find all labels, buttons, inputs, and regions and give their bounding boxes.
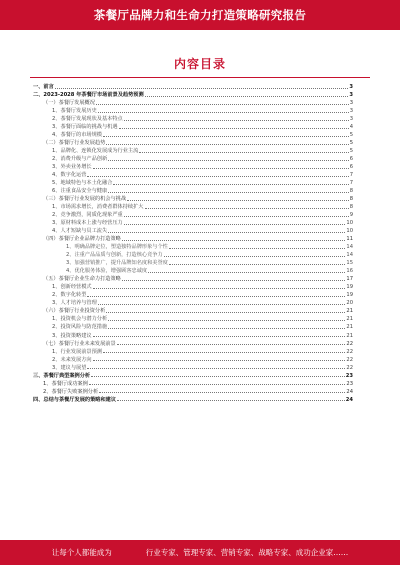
- toc-leader-dots: [139, 152, 348, 153]
- toc-entry-page: 5: [349, 132, 353, 139]
- toc-entry-page: 5: [349, 140, 353, 147]
- toc-entry[interactable]: [33, 282, 353, 290]
- toc-entry[interactable]: [33, 146, 353, 154]
- toc-entry-page: 9: [349, 212, 353, 219]
- toc-leader-dots: [93, 360, 346, 361]
- toc-entry[interactable]: [33, 138, 353, 146]
- toc-leader-dots: [148, 272, 345, 273]
- toc-entry-title: 1、投资机会与潜力分析: [52, 316, 108, 323]
- toc-entry-title: （三）茶餐厅行业发展的机会与挑战: [43, 196, 127, 203]
- toc-entry-page: 21: [346, 324, 353, 331]
- toc-entry-page: 3: [349, 116, 353, 123]
- toc-entry-page: 3: [349, 100, 353, 107]
- toc-entry-title: （六）茶餐厅行业投资分析: [43, 308, 106, 315]
- toc-entry-title: 3、外卖业务增长: [52, 164, 92, 171]
- toc-entry-title: 3、投资策略建议: [52, 332, 92, 339]
- toc-leader-dots: [119, 128, 349, 129]
- toc-entry-page: 21: [346, 316, 353, 323]
- toc-leader-dots: [169, 264, 346, 265]
- toc-leader-dots: [98, 304, 346, 305]
- toc-leader-dots: [106, 144, 348, 145]
- toc-entry-page: 15: [346, 260, 353, 267]
- toc-entry[interactable]: [33, 122, 353, 130]
- toc-entry-title: 1、茶餐厅成功案例: [43, 380, 88, 387]
- toc-entry-page: 11: [346, 236, 353, 243]
- toc-entry[interactable]: [33, 274, 353, 282]
- report-title: 茶餐厅品牌力和生命力打造策略研究报告: [93, 8, 307, 22]
- footer-slogan-left: 让每个人都能成为: [51, 548, 112, 557]
- toc-entry-title: 三、茶餐厅典型案例分析: [33, 372, 91, 379]
- toc-entry-title: 2、数字化转型: [52, 292, 87, 299]
- toc-entry-title: 4、数字化运营: [52, 172, 87, 179]
- toc-entry-title: 2、注重产品品质与创新，打造核心竞争力: [66, 252, 163, 259]
- toc-leader-dots: [93, 168, 349, 169]
- toc-entry[interactable]: [33, 250, 353, 258]
- toc-leader-dots: [122, 280, 346, 281]
- toc-entry[interactable]: [33, 210, 353, 218]
- toc-entry-title: 3、原材料成本上涨与经营压力: [52, 220, 123, 227]
- toc-leader-dots: [117, 344, 346, 345]
- toc-leader-dots: [106, 312, 345, 313]
- toc-entry-title: 1、品牌化、连锁化发展成为行业主流: [52, 148, 139, 155]
- toc-entry-title: 2、未来发展方向: [52, 356, 92, 363]
- toc-entry-title: 一、前言: [33, 84, 54, 91]
- toc-leader-dots: [89, 384, 346, 385]
- toc-entry-title: 2、茶餐厅失败案例分析: [43, 388, 99, 395]
- toc-entry[interactable]: [33, 218, 353, 226]
- toc-leader-dots: [122, 240, 346, 241]
- toc-entry[interactable]: [33, 330, 353, 338]
- toc-leader-dots: [127, 200, 349, 201]
- toc-entry[interactable]: [33, 226, 353, 234]
- toc-entry-page: 10: [346, 220, 353, 227]
- toc-entry[interactable]: [33, 242, 353, 250]
- toc-entry-title: 3、建议与展望: [52, 364, 87, 371]
- toc-entry[interactable]: [33, 98, 353, 106]
- toc-entry[interactable]: [33, 82, 353, 90]
- toc-entry[interactable]: [33, 106, 353, 114]
- toc-entry-page: 16: [346, 268, 353, 275]
- toc-leader-dots: [96, 104, 349, 105]
- toc-entry-title: 2、消费升级与产品创新: [52, 156, 108, 163]
- toc-entry-page: 5: [349, 148, 353, 155]
- toc-entry-page: 20: [346, 300, 353, 307]
- footer-slogan: [0, 540, 400, 565]
- toc-entry-page: 8: [349, 196, 353, 203]
- toc-entry-page: 22: [346, 348, 353, 355]
- toc-entry-page: 3: [349, 92, 353, 99]
- toc-leader-dots: [164, 256, 346, 257]
- toc-entry[interactable]: [33, 339, 353, 347]
- toc-entry-title: 6、注重食品安全与健康: [52, 188, 108, 195]
- toc-entry[interactable]: [33, 162, 353, 170]
- toc-leader-dots: [103, 136, 349, 137]
- toc-entry-title: 5、地域特色与本土化融合: [52, 180, 113, 187]
- footer-slogan-right: 行业专家、管理专家、营销专家、战略专家、成功企业家……: [145, 548, 349, 557]
- table-of-contents: [33, 82, 353, 403]
- toc-leader-dots: [99, 392, 345, 393]
- toc-title: 内容目录: [173, 57, 226, 71]
- toc-entry-title: （一）茶餐厅发展概况: [43, 100, 95, 107]
- toc-entry-page: 7: [349, 180, 353, 187]
- toc-entry[interactable]: [33, 266, 353, 274]
- toc-entry-title: （五）茶餐厅企业生命力打造策略: [43, 276, 121, 283]
- toc-leader-dots: [55, 88, 349, 89]
- toc-leader-dots: [169, 248, 346, 249]
- toc-entry-title: 2、茶餐厅发展现状及基本特点: [52, 116, 123, 123]
- toc-entry-page: 3: [349, 108, 353, 115]
- toc-entry[interactable]: [33, 170, 353, 178]
- toc-entry[interactable]: [33, 234, 353, 242]
- toc-entry-page: 6: [349, 164, 353, 171]
- toc-entry[interactable]: [33, 186, 353, 194]
- toc-entry[interactable]: [33, 114, 353, 122]
- toc-entry[interactable]: [33, 298, 353, 306]
- toc-entry[interactable]: [33, 347, 353, 355]
- toc-entry-title: 1、茶餐厅发展历史: [52, 108, 97, 115]
- toc-entry-title: 1、创新经营模式: [52, 284, 92, 291]
- toc-leader-dots: [103, 352, 345, 353]
- toc-leader-dots: [91, 376, 345, 377]
- toc-entry[interactable]: [33, 290, 353, 298]
- toc-entry[interactable]: [33, 395, 353, 403]
- toc-leader-dots: [93, 288, 346, 289]
- toc-leader-dots: [124, 224, 346, 225]
- toc-entry-title: 3、加强营销推广，提升品牌知名度和美誉度: [66, 260, 168, 267]
- toc-entry[interactable]: [33, 258, 353, 266]
- toc-entry-title: （四）茶餐厅企业品牌力打造策略: [43, 236, 121, 243]
- toc-leader-dots: [98, 112, 349, 113]
- toc-leader-dots: [124, 216, 349, 217]
- toc-entry[interactable]: [33, 130, 353, 138]
- toc-entry[interactable]: [33, 322, 353, 330]
- toc-entry-title: 4、茶餐厅的市场规模: [52, 132, 102, 139]
- toc-leader-dots: [108, 192, 349, 193]
- toc-entry[interactable]: [33, 355, 353, 363]
- toc-leader-dots: [87, 176, 348, 177]
- toc-entry-page: 19: [346, 284, 353, 291]
- toc-entry-page: 8: [349, 204, 353, 211]
- toc-entry-page: 23: [345, 372, 353, 379]
- toc-leader-dots: [87, 368, 345, 369]
- toc-entry-title: 4、人才短缺与员工流失: [52, 228, 108, 235]
- toc-entry[interactable]: [33, 194, 353, 202]
- toc-leader-dots: [117, 400, 345, 401]
- toc-entry-title: 二、2023-2028 年茶餐厅市场前景及趋势预测: [33, 92, 144, 99]
- toc-leader-dots: [113, 184, 348, 185]
- toc-entry[interactable]: [33, 306, 353, 314]
- toc-entry-page: 22: [346, 356, 353, 363]
- toc-entry-page: 4: [349, 124, 353, 131]
- toc-leader-dots: [93, 336, 346, 337]
- toc-entry-title: 2、投资风险与防范措施: [52, 324, 108, 331]
- toc-entry-page: 24: [346, 388, 353, 395]
- toc-entry-title: 1、明确品牌定位，塑造独特品牌形象与个性: [66, 244, 168, 251]
- toc-entry[interactable]: [33, 363, 353, 371]
- toc-divider: [30, 77, 370, 78]
- toc-entry-title: 3、茶餐厅面临的挑战与机遇: [52, 124, 118, 131]
- toc-entry-page: 17: [346, 276, 353, 283]
- toc-entry-page: 21: [346, 332, 353, 339]
- toc-entry-title: （二）茶餐厅行业发展趋势: [43, 140, 106, 147]
- toc-entry-page: 14: [346, 252, 353, 259]
- toc-entry-title: 4、优化服务体验，增强顾客忠诚度: [66, 268, 148, 275]
- toc-entry[interactable]: [33, 154, 353, 162]
- toc-entry-page: 8: [349, 188, 353, 195]
- toc-entry[interactable]: [33, 178, 353, 186]
- toc-leader-dots: [145, 96, 349, 97]
- toc-entry-page: 19: [346, 292, 353, 299]
- toc-leader-dots: [145, 208, 349, 209]
- toc-entry[interactable]: [33, 90, 353, 98]
- toc-entry[interactable]: [33, 314, 353, 322]
- toc-entry-page: 7: [349, 172, 353, 179]
- toc-entry[interactable]: [33, 387, 353, 395]
- toc-entry-title: 3、人才培养与管理: [52, 300, 97, 307]
- toc-entry-page: 23: [346, 380, 353, 387]
- toc-leader-dots: [108, 160, 349, 161]
- toc-leader-dots: [108, 232, 345, 233]
- toc-entry-page: 6: [349, 156, 353, 163]
- toc-entry-page: 24: [345, 396, 353, 403]
- toc-entry-page: 22: [346, 340, 353, 347]
- toc-entry-page: 3: [349, 84, 353, 91]
- toc-leader-dots: [124, 120, 349, 121]
- toc-entry-page: 22: [346, 364, 353, 371]
- toc-entry-title: 1、市场需求增长，消费者群体持续扩大: [52, 204, 144, 211]
- toc-entry-title: 2、竞争激烈，同质化现象严重: [52, 212, 123, 219]
- toc-entry-title: （七）茶餐厅行业未来发展前景: [43, 340, 116, 347]
- toc-leader-dots: [108, 328, 345, 329]
- toc-leader-dots: [87, 296, 345, 297]
- toc-entry[interactable]: [33, 202, 353, 210]
- toc-entry-title: 四、总结与茶餐厅发展的策略和建议: [33, 396, 117, 403]
- toc-entry-page: 21: [346, 308, 353, 315]
- toc-entry-page: 14: [346, 244, 353, 251]
- toc-entry-title: 1、行业发展前景预测: [52, 348, 102, 355]
- toc-entry[interactable]: [33, 371, 353, 379]
- toc-entry[interactable]: [33, 379, 353, 387]
- toc-leader-dots: [108, 320, 345, 321]
- toc-entry-page: 10: [346, 228, 353, 235]
